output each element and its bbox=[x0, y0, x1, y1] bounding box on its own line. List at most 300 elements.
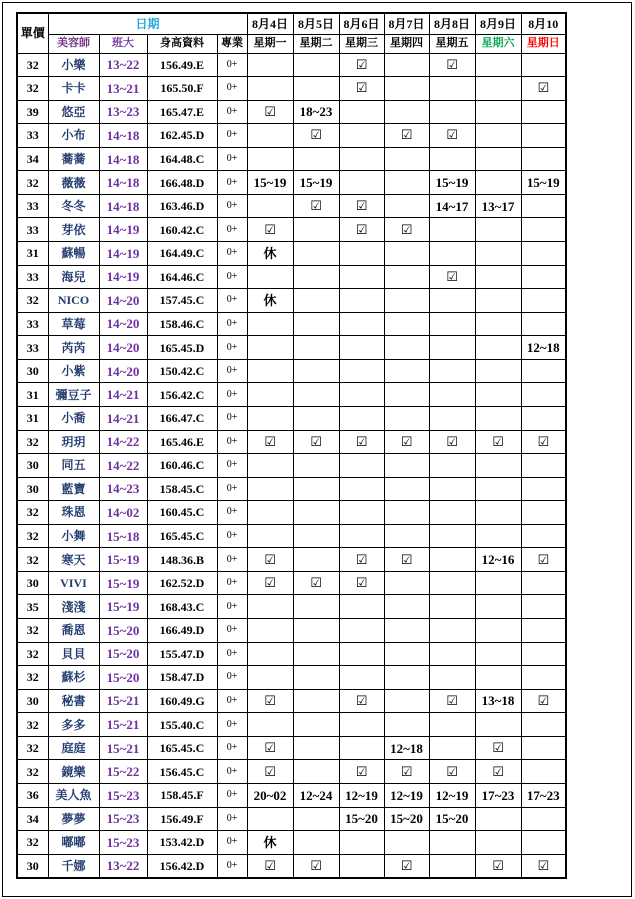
schedule-cell-thursday bbox=[384, 53, 429, 77]
table-row bbox=[17, 854, 566, 878]
beautician-name-cell: 小舞 bbox=[48, 524, 99, 548]
beautician-name-cell: 同五 bbox=[48, 454, 99, 478]
schedule-cell-wednesday bbox=[339, 218, 384, 242]
schedule-cell-saturday bbox=[475, 477, 521, 501]
shift-cell: 15~19 bbox=[99, 571, 147, 595]
table-row bbox=[17, 760, 566, 784]
schedule-cell-sunday bbox=[521, 147, 566, 171]
schedule-cell-wednesday bbox=[339, 548, 384, 572]
date-header-aug4: 8月4日 bbox=[247, 13, 293, 34]
schedule-cell-sunday bbox=[521, 501, 566, 525]
price-header: 單價 bbox=[17, 13, 48, 53]
schedule-cell-thursday bbox=[384, 100, 429, 124]
shift-cell: 14~18 bbox=[99, 124, 147, 148]
skill-cell: 0+ bbox=[217, 760, 247, 784]
schedule-cell-sunday bbox=[521, 100, 566, 124]
schedule-cell-friday bbox=[429, 336, 475, 360]
schedule-cell-wednesday bbox=[339, 265, 384, 289]
profile-cell: 166.47.C bbox=[147, 406, 217, 430]
shift-cell: 15~18 bbox=[99, 524, 147, 548]
profile-cell: 165.47.E bbox=[147, 100, 217, 124]
profile-cell: 153.42.D bbox=[147, 831, 217, 855]
schedule-cell-sunday bbox=[521, 548, 566, 572]
schedule-header bbox=[17, 13, 566, 53]
schedule-cell-monday: 休 bbox=[247, 831, 293, 855]
schedule-cell-sunday bbox=[521, 760, 566, 784]
schedule-cell-sunday bbox=[521, 807, 566, 831]
schedule-cell-thursday bbox=[384, 147, 429, 171]
profile-cell: 165.50.F bbox=[147, 77, 217, 101]
price-cell: 31 bbox=[17, 383, 48, 407]
profile-cell: 164.46.C bbox=[147, 265, 217, 289]
checked-box-icon: ☑ bbox=[264, 741, 276, 757]
beautician-name-cell: 小布 bbox=[48, 124, 99, 148]
date-header: 日期 bbox=[48, 13, 247, 34]
table-row bbox=[17, 289, 566, 313]
schedule-cell-saturday bbox=[475, 218, 521, 242]
schedule-cell-thursday bbox=[384, 548, 429, 572]
profile-cell: 156.45.C bbox=[147, 760, 217, 784]
schedule-cell-tuesday bbox=[293, 713, 339, 737]
beautician-name-cell: 喬恩 bbox=[48, 619, 99, 643]
price-cell: 33 bbox=[17, 194, 48, 218]
weekday-friday: 星期五 bbox=[429, 34, 475, 53]
schedule-cell-wednesday bbox=[339, 477, 384, 501]
shift-cell: 14~02 bbox=[99, 501, 147, 525]
schedule-cell-sunday bbox=[521, 854, 566, 878]
checked-box-icon: ☑ bbox=[492, 434, 504, 450]
schedule-cell-tuesday: 15~19 bbox=[293, 171, 339, 195]
skill-cell: 0+ bbox=[217, 831, 247, 855]
beautician-name-cell: 庭庭 bbox=[48, 736, 99, 760]
schedule-cell-sunday bbox=[521, 477, 566, 501]
schedule-cell-thursday bbox=[384, 242, 429, 266]
schedule-cell-sunday bbox=[521, 289, 566, 313]
schedule-cell-wednesday bbox=[339, 713, 384, 737]
schedule-cell-friday bbox=[429, 477, 475, 501]
shift-cell: 14~19 bbox=[99, 242, 147, 266]
schedule-cell-saturday bbox=[475, 501, 521, 525]
skill-cell: 0+ bbox=[217, 336, 247, 360]
table-row bbox=[17, 147, 566, 171]
skill-cell: 0+ bbox=[217, 854, 247, 878]
shift-cell: 15~20 bbox=[99, 666, 147, 690]
shift-cell: 14~20 bbox=[99, 312, 147, 336]
profile-cell: 158.45.C bbox=[147, 477, 217, 501]
schedule-cell-friday bbox=[429, 383, 475, 407]
schedule-cell-thursday bbox=[384, 831, 429, 855]
schedule-cell-friday bbox=[429, 548, 475, 572]
schedule-cell-sunday bbox=[521, 666, 566, 690]
schedule-cell-monday bbox=[247, 807, 293, 831]
schedule-cell-friday bbox=[429, 124, 475, 148]
schedule-cell-wednesday bbox=[339, 53, 384, 77]
beautician-name-cell: 蘇暢 bbox=[48, 242, 99, 266]
price-cell: 32 bbox=[17, 430, 48, 454]
checked-box-icon: ☑ bbox=[400, 552, 413, 568]
profile-cell: 162.45.D bbox=[147, 124, 217, 148]
shift-cell: 14~20 bbox=[99, 336, 147, 360]
schedule-cell-monday bbox=[247, 524, 293, 548]
schedule-cell-friday bbox=[429, 406, 475, 430]
schedule-cell-sunday bbox=[521, 242, 566, 266]
schedule-cell-tuesday bbox=[293, 53, 339, 77]
skill-cell: 0+ bbox=[217, 147, 247, 171]
schedule-cell-wednesday bbox=[339, 100, 384, 124]
beautician-name-cell: 薇薇 bbox=[48, 171, 99, 195]
schedule-cell-tuesday bbox=[293, 807, 339, 831]
beautician-name-cell: 寒天 bbox=[48, 548, 99, 572]
profile-cell: 162.52.D bbox=[147, 571, 217, 595]
schedule-cell-saturday bbox=[475, 265, 521, 289]
profile-cell: 148.36.B bbox=[147, 548, 217, 572]
table-row bbox=[17, 642, 566, 666]
skill-cell: 0+ bbox=[217, 736, 247, 760]
schedule-cell-wednesday bbox=[339, 171, 384, 195]
schedule-cell-saturday bbox=[475, 77, 521, 101]
schedule-cell-friday bbox=[429, 77, 475, 101]
table-row bbox=[17, 524, 566, 548]
checked-box-icon: ☑ bbox=[264, 693, 276, 709]
schedule-cell-wednesday bbox=[339, 194, 384, 218]
table-row bbox=[17, 831, 566, 855]
schedule-cell-wednesday bbox=[339, 854, 384, 878]
schedule-cell-saturday: 12~16 bbox=[475, 548, 521, 572]
schedule-cell-sunday bbox=[521, 524, 566, 548]
table-row bbox=[17, 477, 566, 501]
schedule-cell-friday bbox=[429, 147, 475, 171]
schedule-cell-saturday bbox=[475, 312, 521, 336]
profile-cell: 155.47.D bbox=[147, 642, 217, 666]
schedule-cell-tuesday bbox=[293, 77, 339, 101]
shift-cell: 15~21 bbox=[99, 736, 147, 760]
schedule-cell-tuesday bbox=[293, 689, 339, 713]
schedule-cell-wednesday bbox=[339, 430, 384, 454]
beautician-header: 美容師 bbox=[48, 34, 99, 53]
checked-box-icon: ☑ bbox=[492, 764, 504, 780]
schedule-cell-wednesday bbox=[339, 289, 384, 313]
checked-box-icon: ☑ bbox=[446, 128, 458, 144]
price-cell: 33 bbox=[17, 336, 48, 360]
weekday-sunday: 星期日 bbox=[521, 34, 566, 53]
schedule-cell-saturday bbox=[475, 595, 521, 619]
checked-box-icon: ☑ bbox=[310, 858, 322, 874]
checked-box-icon: ☑ bbox=[400, 858, 413, 874]
schedule-cell-tuesday bbox=[293, 383, 339, 407]
schedule-cell-monday bbox=[247, 147, 293, 171]
schedule-cell-tuesday bbox=[293, 666, 339, 690]
checked-box-icon: ☑ bbox=[537, 81, 550, 97]
schedule-cell-wednesday bbox=[339, 501, 384, 525]
schedule-cell-friday bbox=[429, 265, 475, 289]
schedule-cell-monday bbox=[247, 760, 293, 784]
checked-box-icon: ☑ bbox=[492, 741, 504, 757]
schedule-cell-thursday bbox=[384, 595, 429, 619]
beautician-name-cell: 小喬 bbox=[48, 406, 99, 430]
schedule-cell-friday bbox=[429, 760, 475, 784]
price-cell: 32 bbox=[17, 736, 48, 760]
beautician-name-cell: 卡卡 bbox=[48, 77, 99, 101]
shift-cell: 15~23 bbox=[99, 783, 147, 807]
schedule-cell-tuesday bbox=[293, 619, 339, 643]
schedule-cell-monday bbox=[247, 501, 293, 525]
schedule-cell-tuesday bbox=[293, 147, 339, 171]
schedule-cell-saturday bbox=[475, 524, 521, 548]
beautician-name-cell: 玥玥 bbox=[48, 430, 99, 454]
price-cell: 31 bbox=[17, 242, 48, 266]
schedule-cell-friday: 15~20 bbox=[429, 807, 475, 831]
schedule-cell-monday bbox=[247, 53, 293, 77]
schedule-cell-friday bbox=[429, 312, 475, 336]
schedule-cell-monday: 15~19 bbox=[247, 171, 293, 195]
date-header-aug10: 8月10 bbox=[521, 13, 566, 34]
checked-box-icon: ☑ bbox=[355, 552, 368, 568]
schedule-cell-sunday bbox=[521, 77, 566, 101]
table-row bbox=[17, 171, 566, 195]
checked-box-icon: ☑ bbox=[310, 199, 322, 215]
schedule-cell-thursday bbox=[384, 336, 429, 360]
schedule-cell-wednesday bbox=[339, 642, 384, 666]
checked-box-icon: ☑ bbox=[537, 858, 550, 874]
schedule-cell-friday bbox=[429, 854, 475, 878]
schedule-cell-wednesday bbox=[339, 77, 384, 101]
schedule-cell-monday bbox=[247, 619, 293, 643]
price-cell: 33 bbox=[17, 124, 48, 148]
checked-box-icon: ☑ bbox=[264, 576, 276, 592]
schedule-cell-tuesday: 12~24 bbox=[293, 783, 339, 807]
date-header-aug8: 8月8日 bbox=[429, 13, 475, 34]
shift-cell: 15~23 bbox=[99, 807, 147, 831]
shift-cell: 14~22 bbox=[99, 454, 147, 478]
checked-box-icon: ☑ bbox=[355, 222, 368, 238]
schedule-cell-saturday bbox=[475, 454, 521, 478]
schedule-cell-wednesday bbox=[339, 454, 384, 478]
profile-cell: 158.46.C bbox=[147, 312, 217, 336]
schedule-cell-friday bbox=[429, 831, 475, 855]
profile-cell: 157.45.C bbox=[147, 289, 217, 313]
skill-cell: 0+ bbox=[217, 501, 247, 525]
skill-cell: 0+ bbox=[217, 430, 247, 454]
schedule-cell-thursday: 12~19 bbox=[384, 783, 429, 807]
schedule-cell-sunday bbox=[521, 218, 566, 242]
schedule-cell-saturday bbox=[475, 736, 521, 760]
beautician-name-cell: 美人魚 bbox=[48, 783, 99, 807]
checked-box-icon: ☑ bbox=[492, 858, 504, 874]
shift-cell: 13~22 bbox=[99, 53, 147, 77]
schedule-cell-wednesday bbox=[339, 619, 384, 643]
profile-cell: 166.49.D bbox=[147, 619, 217, 643]
table-row bbox=[17, 312, 566, 336]
schedule-cell-saturday: 13~18 bbox=[475, 689, 521, 713]
skill-header: 專業 bbox=[217, 34, 247, 53]
price-cell: 39 bbox=[17, 100, 48, 124]
schedule-cell-thursday bbox=[384, 454, 429, 478]
skill-cell: 0+ bbox=[217, 265, 247, 289]
table-row bbox=[17, 100, 566, 124]
schedule-cell-friday bbox=[429, 359, 475, 383]
shift-cell: 13~21 bbox=[99, 77, 147, 101]
skill-cell: 0+ bbox=[217, 100, 247, 124]
skill-cell: 0+ bbox=[217, 595, 247, 619]
schedule-cell-saturday bbox=[475, 713, 521, 737]
price-cell: 30 bbox=[17, 477, 48, 501]
schedule-cell-wednesday: 12~19 bbox=[339, 783, 384, 807]
skill-cell: 0+ bbox=[217, 194, 247, 218]
schedule-cell-wednesday bbox=[339, 406, 384, 430]
table-row bbox=[17, 548, 566, 572]
schedule-cell-monday: 20~02 bbox=[247, 783, 293, 807]
skill-cell: 0+ bbox=[217, 312, 247, 336]
shift-cell: 13~23 bbox=[99, 100, 147, 124]
price-cell: 32 bbox=[17, 77, 48, 101]
skill-cell: 0+ bbox=[217, 77, 247, 101]
schedule-cell-wednesday bbox=[339, 312, 384, 336]
profile-cell: 160.49.G bbox=[147, 689, 217, 713]
table-row bbox=[17, 77, 566, 101]
schedule-cell-monday bbox=[247, 77, 293, 101]
schedule-cell-wednesday bbox=[339, 124, 384, 148]
schedule-cell-thursday bbox=[384, 477, 429, 501]
shift-cell: 15~20 bbox=[99, 642, 147, 666]
schedule-cell-sunday bbox=[521, 359, 566, 383]
schedule-cell-sunday bbox=[521, 619, 566, 643]
shift-cell: 14~18 bbox=[99, 194, 147, 218]
profile-cell: 156.42.D bbox=[147, 854, 217, 878]
schedule-cell-sunday bbox=[521, 736, 566, 760]
schedule-cell-saturday bbox=[475, 642, 521, 666]
profile-cell: 150.42.C bbox=[147, 359, 217, 383]
schedule-cell-monday bbox=[247, 218, 293, 242]
schedule-cell-friday bbox=[429, 100, 475, 124]
schedule-cell-saturday bbox=[475, 406, 521, 430]
schedule-cell-thursday bbox=[384, 406, 429, 430]
schedule-cell-thursday bbox=[384, 383, 429, 407]
schedule-cell-thursday bbox=[384, 171, 429, 195]
schedule-cell-sunday bbox=[521, 406, 566, 430]
checked-box-icon: ☑ bbox=[400, 764, 413, 780]
shift-cell: 15~20 bbox=[99, 619, 147, 643]
table-row bbox=[17, 265, 566, 289]
table-row bbox=[17, 689, 566, 713]
price-cell: 32 bbox=[17, 524, 48, 548]
profile-cell: 158.47.D bbox=[147, 666, 217, 690]
schedule-cell-monday bbox=[247, 336, 293, 360]
schedule-cell-monday bbox=[247, 100, 293, 124]
schedule-cell-friday bbox=[429, 689, 475, 713]
table-row bbox=[17, 736, 566, 760]
checked-box-icon: ☑ bbox=[446, 693, 458, 709]
skill-cell: 0+ bbox=[217, 53, 247, 77]
price-cell: 32 bbox=[17, 831, 48, 855]
shift-cell: 14~19 bbox=[99, 265, 147, 289]
skill-cell: 0+ bbox=[217, 454, 247, 478]
schedule-cell-saturday bbox=[475, 571, 521, 595]
price-cell: 32 bbox=[17, 171, 48, 195]
schedule-cell-friday bbox=[429, 571, 475, 595]
schedule-cell-monday bbox=[247, 430, 293, 454]
weekday-thursday: 星期四 bbox=[384, 34, 429, 53]
schedule-cell-thursday bbox=[384, 571, 429, 595]
schedule-cell-wednesday bbox=[339, 595, 384, 619]
checked-box-icon: ☑ bbox=[355, 81, 368, 97]
schedule-cell-thursday bbox=[384, 430, 429, 454]
weekday-wednesday: 星期三 bbox=[339, 34, 384, 53]
schedule-cell-wednesday bbox=[339, 359, 384, 383]
schedule-cell-thursday bbox=[384, 689, 429, 713]
profile-cell: 155.40.C bbox=[147, 713, 217, 737]
profile-cell: 156.49.E bbox=[147, 53, 217, 77]
schedule-cell-friday: 12~19 bbox=[429, 783, 475, 807]
schedule-cell-wednesday bbox=[339, 524, 384, 548]
profile-cell: 160.42.C bbox=[147, 218, 217, 242]
price-cell: 34 bbox=[17, 147, 48, 171]
schedule-cell-saturday bbox=[475, 430, 521, 454]
price-cell: 32 bbox=[17, 619, 48, 643]
schedule-cell-saturday bbox=[475, 760, 521, 784]
schedule-cell-monday bbox=[247, 383, 293, 407]
schedule-cell-thursday bbox=[384, 77, 429, 101]
schedule-cell-wednesday bbox=[339, 831, 384, 855]
beautician-name-cell: 珠恩 bbox=[48, 501, 99, 525]
schedule-cell-thursday bbox=[384, 265, 429, 289]
skill-cell: 0+ bbox=[217, 642, 247, 666]
schedule-cell-monday bbox=[247, 548, 293, 572]
price-cell: 32 bbox=[17, 548, 48, 572]
schedule-cell-thursday bbox=[384, 289, 429, 313]
schedule-cell-monday bbox=[247, 595, 293, 619]
checked-box-icon: ☑ bbox=[446, 57, 458, 73]
shift-cell: 14~18 bbox=[99, 171, 147, 195]
schedule-cell-tuesday bbox=[293, 736, 339, 760]
table-row bbox=[17, 383, 566, 407]
table-row bbox=[17, 124, 566, 148]
beautician-name-cell: 海兒 bbox=[48, 265, 99, 289]
schedule-table bbox=[16, 12, 567, 879]
schedule-cell-tuesday bbox=[293, 501, 339, 525]
schedule-cell-thursday bbox=[384, 194, 429, 218]
schedule-cell-saturday bbox=[475, 666, 521, 690]
schedule-cell-monday bbox=[247, 124, 293, 148]
shift-cell: 14~18 bbox=[99, 147, 147, 171]
skill-cell: 0+ bbox=[217, 689, 247, 713]
schedule-cell-saturday bbox=[475, 336, 521, 360]
schedule-cell-tuesday bbox=[293, 218, 339, 242]
checked-box-icon: ☑ bbox=[400, 434, 413, 450]
schedule-cell-thursday bbox=[384, 642, 429, 666]
skill-cell: 0+ bbox=[217, 171, 247, 195]
schedule-cell-friday bbox=[429, 289, 475, 313]
schedule-cell-sunday bbox=[521, 383, 566, 407]
schedule-cell-thursday bbox=[384, 619, 429, 643]
price-cell: 32 bbox=[17, 501, 48, 525]
table-row bbox=[17, 406, 566, 430]
schedule-cell-friday bbox=[429, 713, 475, 737]
header-row-dates bbox=[17, 13, 566, 34]
price-cell: 30 bbox=[17, 571, 48, 595]
profile-cell: 158.45.F bbox=[147, 783, 217, 807]
schedule-cell-tuesday bbox=[293, 595, 339, 619]
schedule-cell-sunday: 12~18 bbox=[521, 336, 566, 360]
profile-cell: 165.45.D bbox=[147, 336, 217, 360]
beautician-name-cell: NICO bbox=[48, 289, 99, 313]
schedule-cell-monday bbox=[247, 642, 293, 666]
schedule-cell-sunday bbox=[521, 312, 566, 336]
price-cell: 35 bbox=[17, 595, 48, 619]
schedule-cell-friday bbox=[429, 619, 475, 643]
table-row bbox=[17, 713, 566, 737]
schedule-cell-thursday bbox=[384, 760, 429, 784]
weekday-monday: 星期一 bbox=[247, 34, 293, 53]
